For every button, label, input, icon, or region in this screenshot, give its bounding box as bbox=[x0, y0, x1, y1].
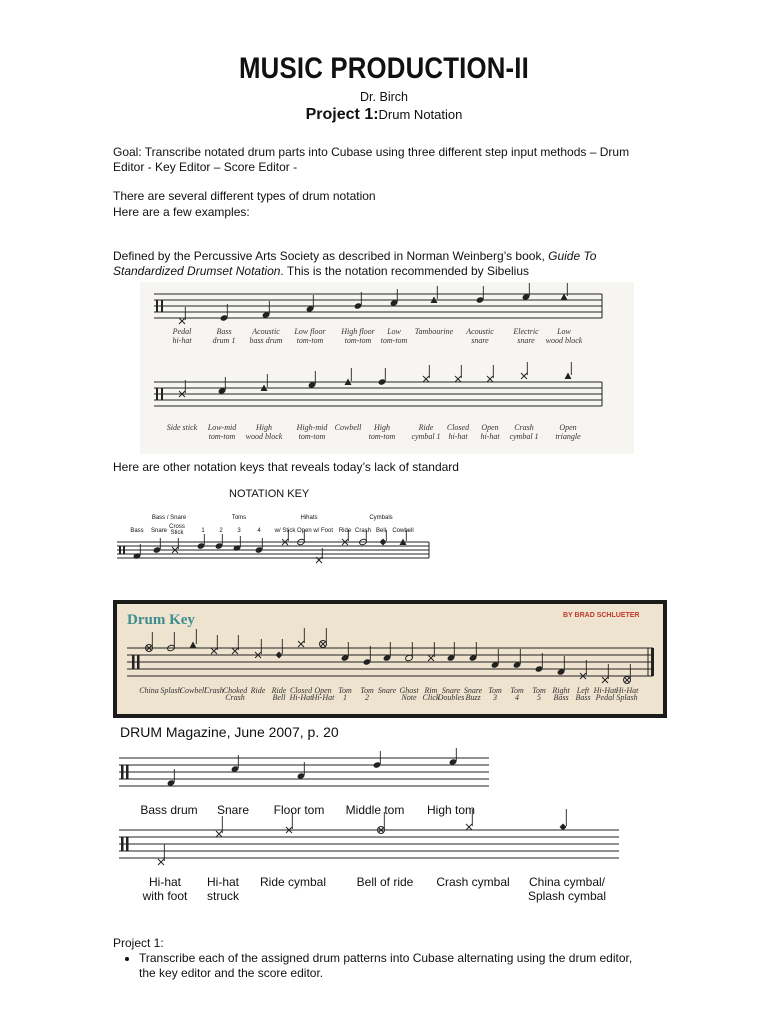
drum-key-title: Drum Key bbox=[127, 612, 195, 628]
notation-key-label: w/ Stick bbox=[274, 528, 296, 534]
drum-key-label: China bbox=[139, 686, 159, 695]
notation-key-groups bbox=[152, 515, 393, 521]
simple-label: Bell of ride bbox=[356, 875, 414, 889]
document-title: MUSIC PRODUCTION-II bbox=[239, 52, 529, 85]
notation-key-figure bbox=[113, 484, 435, 568]
project-label: Project 1: bbox=[305, 106, 379, 123]
simple-note bbox=[216, 816, 222, 837]
drum-key-label: Splash bbox=[160, 686, 182, 695]
drum-key-label: Hi-Hat Splash bbox=[615, 686, 639, 702]
pas-labels-row-2 bbox=[167, 423, 581, 441]
drum-key-label: Rim Click bbox=[422, 686, 440, 702]
simple-note bbox=[449, 748, 458, 766]
pas-book-title: Guide To Standardized Drumset Notation bbox=[113, 249, 597, 278]
notation-key-label: Open w/ Foot bbox=[296, 528, 334, 534]
pas-paragraph bbox=[113, 249, 633, 279]
pas-label: Pedal hi-hat bbox=[172, 327, 192, 345]
pas-label: Open triangle bbox=[555, 423, 581, 441]
pas-note bbox=[354, 292, 363, 310]
notation-key-note bbox=[233, 536, 242, 552]
pas-label: Low floor tom-tom bbox=[294, 327, 326, 345]
drum-key-label: Snare Buzz bbox=[463, 686, 483, 702]
notation-key-label: Crash bbox=[354, 528, 372, 534]
pas-label: Electric snare bbox=[513, 327, 539, 345]
drum-key-label: Tom 4 bbox=[510, 686, 524, 702]
drum-key-label: Snare bbox=[377, 686, 397, 695]
pas-note bbox=[378, 368, 387, 386]
simple-label: High tom bbox=[426, 803, 476, 817]
notation-key-title: NOTATION KEY bbox=[229, 488, 310, 500]
pas-label: Low-mid tom-tom bbox=[207, 423, 237, 441]
pas-label: High floor tom-tom bbox=[341, 327, 375, 345]
pas-label: Low wood block bbox=[545, 327, 583, 345]
project-heading bbox=[0, 106, 768, 124]
drum-key-label: Ghost Note bbox=[399, 686, 419, 702]
notation-key-label: 4 bbox=[257, 528, 261, 534]
pas-label: Tambourine bbox=[414, 327, 454, 336]
simple-label: Ride cymbal bbox=[259, 875, 327, 889]
notation-key-label: 3 bbox=[237, 528, 241, 534]
simple-label: Floor tom bbox=[273, 803, 325, 817]
pas-label: High-mid tom-tom bbox=[296, 423, 328, 441]
drum-key-label: Open Hi-Hat bbox=[311, 686, 335, 702]
author-line: Dr. Birch bbox=[360, 90, 408, 104]
drum-key-label: Cowbell bbox=[179, 686, 207, 695]
notation-key-label: Cross bbox=[169, 524, 185, 530]
notation-key-group-label: Bass / Snare bbox=[151, 515, 187, 521]
pas-note bbox=[487, 365, 493, 382]
pas-note bbox=[218, 377, 227, 395]
simple-labels-row-2 bbox=[142, 875, 606, 903]
pas-labels-row-1 bbox=[172, 327, 583, 345]
pas-note bbox=[522, 283, 531, 301]
drum-key-label: Crash bbox=[204, 686, 224, 695]
simple-staff-2 bbox=[119, 830, 619, 858]
drum-key-label: Ride Bell bbox=[271, 686, 287, 702]
pas-label: High tom-tom bbox=[368, 423, 396, 441]
notation-key-labels bbox=[130, 524, 413, 536]
pas-note bbox=[561, 283, 568, 300]
simple-key-figure bbox=[113, 748, 633, 908]
simple-note bbox=[373, 751, 382, 769]
pas-label: Acoustic snare bbox=[466, 327, 494, 345]
pas-staff-1 bbox=[154, 294, 602, 318]
pas-label: Cowbell bbox=[334, 423, 362, 432]
drum-key-label: Tom 3 bbox=[488, 686, 502, 702]
drum-key-label: Ride bbox=[250, 686, 266, 695]
pas-note bbox=[306, 295, 315, 313]
assignment-bullet: • Transcribe each of the assigned drum patterns into Cubase alternating using the drum editor, the key editor and the score editor. bbox=[139, 951, 643, 981]
simple-notes-row-1 bbox=[167, 748, 458, 787]
pas-label: Ride cymbal 1 bbox=[411, 423, 441, 441]
pas-note bbox=[390, 289, 399, 307]
drum-key-caption: DRUM Magazine, June 2007, p. 20 bbox=[120, 724, 339, 740]
drum-key-label: Left Bass bbox=[575, 686, 591, 702]
notation-key-group-label: Cymbals bbox=[369, 515, 393, 521]
pas-note bbox=[179, 307, 185, 324]
pas-note bbox=[455, 365, 461, 382]
pas-notation-figure bbox=[140, 282, 634, 454]
drum-key-label: Choked Crash bbox=[222, 686, 248, 702]
notation-key-label: 2 bbox=[219, 528, 223, 534]
drum-key-figure bbox=[113, 600, 667, 718]
drum-key-label: Hi-Hat Pedal bbox=[593, 686, 617, 702]
notation-key-group-label: Toms bbox=[231, 515, 247, 521]
simple-label: Snare bbox=[216, 803, 250, 817]
notation-key-label: Snare bbox=[150, 528, 168, 534]
simple-label: China cymbal/ Splash cymbal bbox=[527, 875, 607, 903]
pas-label: Side stick bbox=[166, 423, 198, 432]
assignment-heading: Project 1: bbox=[113, 936, 164, 950]
notation-key-label: 1 bbox=[201, 528, 205, 534]
pas-note bbox=[220, 304, 229, 322]
types-line: There are several different types of drum notation bbox=[113, 189, 376, 203]
drum-key-label: Tom 2 bbox=[360, 686, 374, 702]
pas-label: Bass drum 1 bbox=[212, 327, 236, 345]
simple-note bbox=[560, 809, 567, 831]
pas-label: Acoustic bass drum bbox=[249, 327, 283, 345]
goal-paragraph: Goal: Transcribe notated drum parts into Cubase using three different step input methods – Drum Editor - Key Editor – Score Editor - bbox=[113, 145, 630, 174]
notation-key-label: Cowbell bbox=[392, 528, 414, 534]
simple-note bbox=[158, 844, 164, 865]
examples-line: Here are a few examples: bbox=[113, 205, 250, 219]
simple-label: Bass drum bbox=[140, 803, 198, 817]
simple-labels-row-1 bbox=[140, 803, 475, 817]
simple-label: Hi-hat with foot bbox=[142, 875, 188, 903]
notation-key-label: Bass bbox=[130, 528, 144, 534]
simple-label: Crash cymbal bbox=[436, 875, 510, 889]
pas-staff-2 bbox=[154, 382, 602, 406]
notation-key-label: Ride bbox=[338, 528, 352, 534]
other-keys-line: Here are other notation keys that reveals today’s lack of standard bbox=[113, 460, 459, 474]
pas-notes-row-2 bbox=[179, 362, 572, 397]
simple-label: Middle tom bbox=[345, 803, 405, 817]
drum-key-label: Snare Doubles bbox=[437, 686, 465, 702]
pas-label: Closed hi-hat bbox=[446, 423, 470, 441]
assignment-list bbox=[113, 951, 643, 981]
pas-label: Crash cymbal 1 bbox=[509, 423, 539, 441]
pas-label: Open hi-hat bbox=[480, 423, 500, 441]
notation-key-label: Stick bbox=[170, 530, 184, 536]
pas-note bbox=[262, 301, 271, 319]
pas-note bbox=[521, 362, 527, 379]
pas-label: Low tom-tom bbox=[380, 327, 408, 345]
drum-key-label: Tom 1 bbox=[338, 686, 352, 702]
notation-key-group-label: Hihats bbox=[300, 515, 318, 521]
simple-label: Hi-hat struck bbox=[206, 875, 240, 903]
drum-key-label: Right Bass bbox=[552, 686, 570, 702]
pas-note bbox=[565, 362, 572, 379]
pas-label: High wood block bbox=[245, 423, 283, 441]
drum-key-label: Closed Hi-Hat bbox=[289, 686, 313, 702]
pas-note bbox=[476, 286, 485, 304]
drum-key-byline: BY BRAD SCHLUETER bbox=[563, 612, 640, 619]
pas-text-post: . This is the notation recommended by Sibelius bbox=[280, 264, 529, 278]
pas-text-pre: Defined by the Percussive Arts Society as described in Norman Weinberg’s book, bbox=[113, 249, 545, 263]
project-name: Drum Notation bbox=[378, 107, 463, 122]
notation-key-label: Bell bbox=[375, 528, 387, 534]
drum-key-label: Tom 5 bbox=[532, 686, 546, 702]
pas-note bbox=[308, 371, 317, 389]
pas-note bbox=[423, 365, 429, 382]
